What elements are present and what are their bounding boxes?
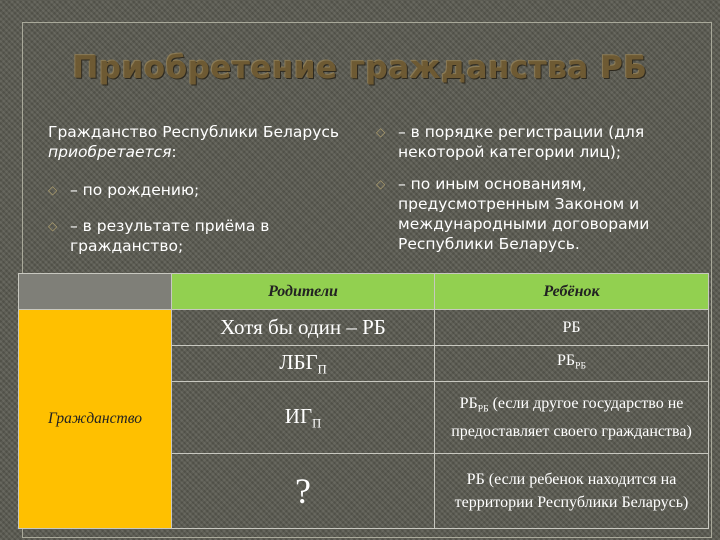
bullet-marker-icon: ◇	[48, 219, 58, 233]
bullet-by-birth	[48, 180, 348, 200]
parents-sub: П	[312, 416, 322, 431]
intro-suffix: :	[171, 143, 177, 161]
child-rest: (если другое государство не предоставляет своего гражданства)	[451, 394, 692, 441]
child-cell	[435, 382, 709, 454]
header-parents: Родители	[172, 274, 435, 310]
child-cell	[435, 346, 709, 382]
child-sub: РБ	[477, 403, 489, 415]
child-cell: РБ	[435, 310, 709, 346]
child-sub: РБ	[575, 360, 586, 372]
intro-emphasis: приобретается	[48, 143, 172, 161]
bullet-text: – по иным основаниям, предусмотренным Законом и международными договорами Республики Беларусь.	[398, 175, 650, 253]
intro-main: Гражданство Республики Беларусь	[48, 123, 340, 141]
parents-main: ИГ	[284, 403, 313, 428]
row-label-citizenship: Гражданство	[19, 310, 172, 529]
parents-cell: ?	[172, 454, 435, 529]
child-cell: РБ (если ребенок находится на территории Республики Беларусь)	[435, 454, 709, 529]
bullet-marker-icon: ◇	[376, 177, 386, 191]
parents-sub: П	[317, 362, 327, 377]
table-row	[19, 310, 709, 346]
bullet-text: – в результате приёма в гражданство;	[70, 217, 270, 255]
table-corner-cell	[19, 274, 172, 310]
parents-main: ЛБГ	[279, 349, 318, 374]
parents-cell	[172, 346, 435, 382]
bullet-marker-icon: ◇	[376, 125, 386, 139]
citizenship-table	[18, 273, 709, 529]
header-child: Ребёнок	[435, 274, 709, 310]
bullet-other-grounds	[376, 174, 686, 254]
table-header-row	[19, 274, 709, 310]
intro-text	[48, 122, 348, 162]
page-title: Приобретение гражданства РБ	[72, 50, 648, 86]
bullet-marker-icon: ◇	[48, 183, 58, 197]
parents-cell	[172, 382, 435, 454]
bullet-by-admission	[48, 216, 348, 256]
child-main: РБ	[459, 394, 478, 412]
bullet-text: – по рождению;	[70, 181, 200, 199]
child-main: РБ	[557, 352, 576, 370]
bullet-by-registration	[376, 122, 676, 162]
bullet-text: – в порядке регистрации (для некоторой категории лиц);	[398, 123, 645, 161]
parents-cell: Хотя бы один – РБ	[172, 310, 435, 346]
